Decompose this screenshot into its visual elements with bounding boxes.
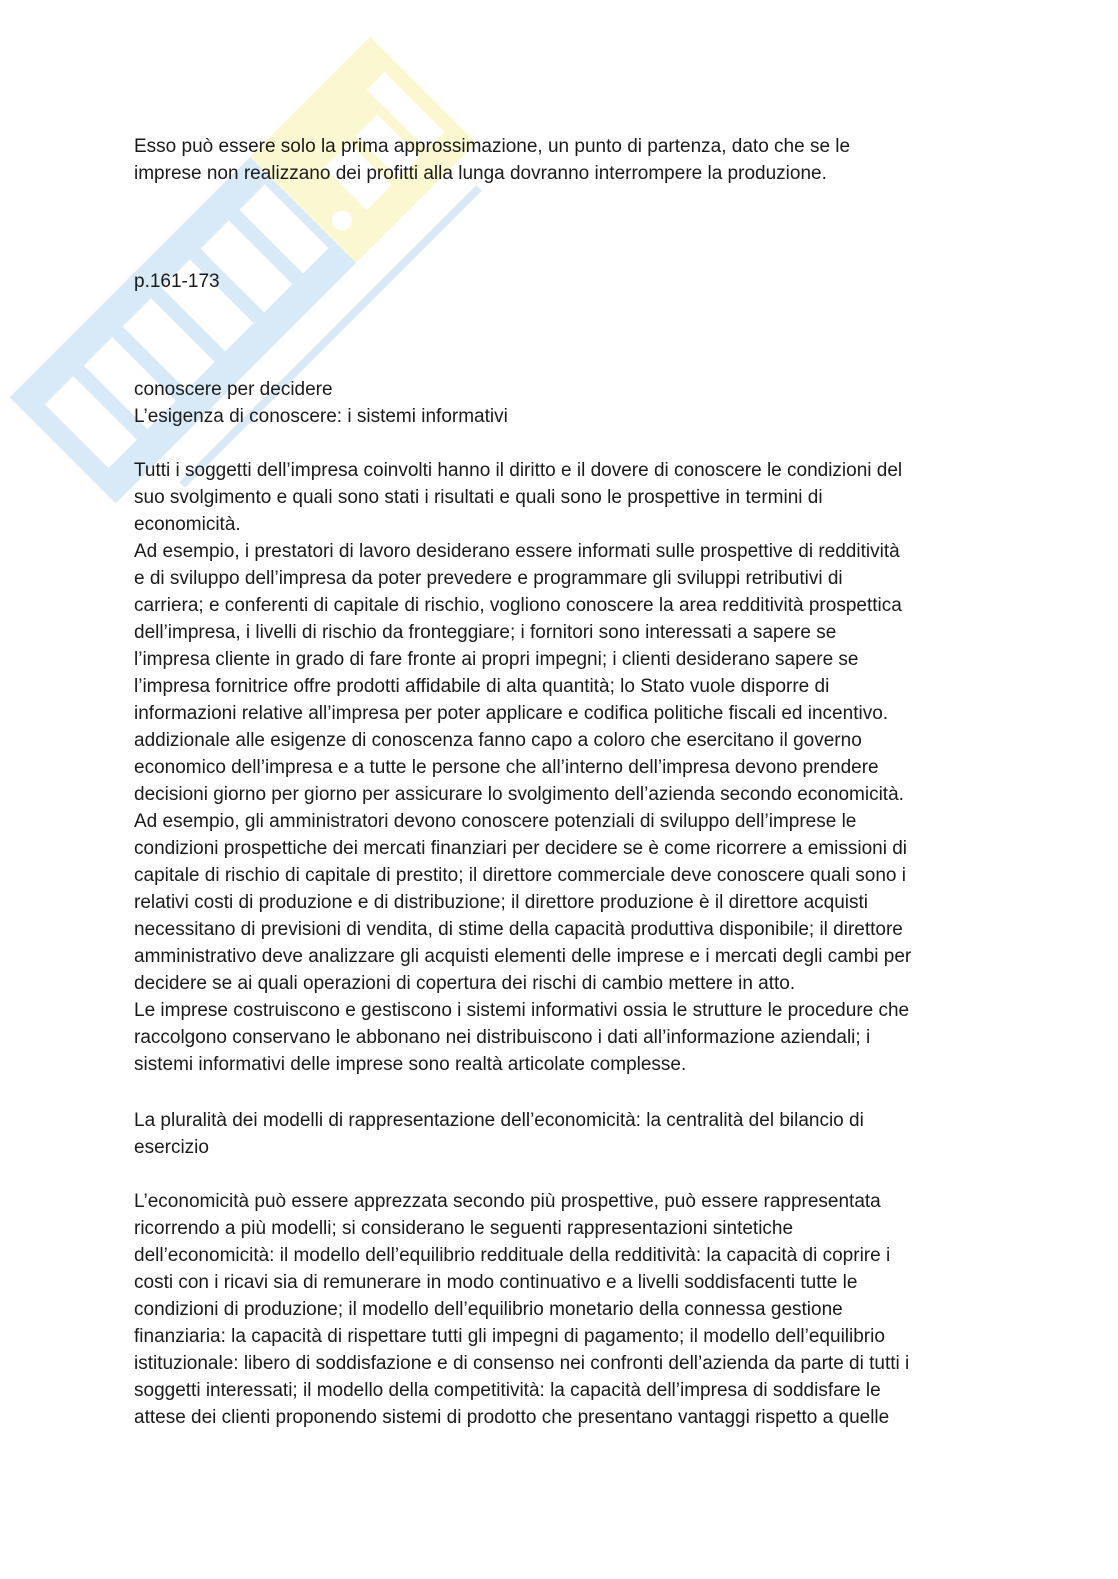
text-line: Ad esempio, i prestatori di lavoro desiderano essere informati sulle prospettive di redditività <box>134 541 900 562</box>
text-line: raccolgono conservano le abbonano nei distribuiscono i dati all’informazione aziendali; i <box>134 1027 871 1048</box>
section-heading <box>134 376 508 430</box>
text-line: informazioni relative all’impresa per poter applicare e codifica politiche fiscali ed incentivo. <box>134 703 889 724</box>
text-line: l’impresa cliente in grado di fare fronte ai propri impegni; i clienti desiderano sapere se <box>134 649 859 670</box>
text-line: condizioni prospettiche dei mercati finanziari per decidere se è come ricorrere a emissioni di <box>134 838 908 859</box>
text-line: Tutti i soggetti dell’impresa coinvolti hanno il diritto e il dovere di conoscere le condizioni del <box>134 460 903 481</box>
text-line: condizioni di produzione; il modello dell’equilibrio monetario della connessa gestione <box>134 1299 843 1320</box>
text-line: economico dell’impresa e a tutte le persone che all’interno dell’impresa devono prendere <box>134 757 879 778</box>
text-line: capitale di rischio di capitale di prestito; il direttore commerciale deve conoscere quali sono i <box>134 865 906 886</box>
body-paragraph <box>134 457 911 1078</box>
text-line: imprese non realizzano dei profitti alla lunga dovranno interrompere la produzione. <box>134 163 827 184</box>
page-reference: p.161-173 <box>134 271 220 292</box>
text-line: finanziaria: la capacità di rispettare tutti gli impegni di pagamento; il modello dell’equilibrio <box>134 1326 885 1347</box>
watermark-tagline-shape <box>179 185 482 488</box>
text-line: soggetti interessati; il modello della competitività: la capacità dell’impresa di soddisfare le <box>134 1380 881 1401</box>
text-line: addizionale alle esigenze di conoscenza fanno capo a coloro che esercitano il governo <box>134 730 862 751</box>
section-title-line: La pluralità dei modelli di rappresentazione dell’economicità: la centralità del bilancio di <box>134 1110 864 1131</box>
text-line: economicità. <box>134 514 241 535</box>
section-title: conoscere per decidere <box>134 379 333 400</box>
text-line: amministrativo deve analizzare gli acquisti elementi delle imprese e i mercati degli cambi per <box>134 946 912 967</box>
watermark-band-blue <box>10 157 356 503</box>
section-heading-2 <box>134 1107 864 1161</box>
text-line: dell’impresa, i livelli di rischio da fronteggiare; i fornitori sono interessati a sapere se <box>134 622 837 643</box>
text-line: Esso può essere solo la prima approssimazione, un punto di partenza, dato che se le <box>134 136 851 157</box>
section-subtitle: L’esigenza di conoscere: i sistemi informativi <box>134 406 508 427</box>
text-line: Le imprese costruiscono e gestiscono i sistemi informativi ossia le strutture le procedure che <box>134 1000 910 1021</box>
text-line: L’economicità può essere apprezzata secondo più prospettive, può essere rappresentata <box>134 1191 881 1212</box>
text-line: carriera; e conferenti di capitale di rischio, vogliono conoscere la area redditività prospettica <box>134 595 902 616</box>
intro-paragraph <box>134 133 850 187</box>
text-line: necessitano di previsioni di vendita, di stime della capacità produttiva disponibile; il direttore <box>134 919 903 940</box>
text-line: Ad esempio, gli amministratori devono conoscere potenziali di sviluppo dell’imprese le <box>134 811 857 832</box>
text-line: costi con i ricavi sia di remunerare in modo continuativo e a livelli soddisfacenti tutte le <box>134 1272 858 1293</box>
text-line: ricorrendo a più modelli; si considerano le seguenti rappresentazioni sintetiche <box>134 1218 794 1239</box>
text-line: suo svolgimento e quali sono stati i risultati e quali sono le prospettive in termini di <box>134 487 823 508</box>
text-line: l’impresa fornitrice offre prodotti affidabile di alta quantità; lo Stato vuole disporre di <box>134 676 830 697</box>
body-paragraph-2 <box>134 1188 909 1431</box>
text-line: decisioni giorno per giorno per assicurare lo svolgimento dell’azienda secondo economicità. <box>134 784 904 805</box>
text-line: dell’economicità: il modello dell’equilibrio reddituale della redditività: la capacità di coprire i <box>134 1245 891 1266</box>
text-line: decidere se ai quali operazioni di copertura dei rischi di cambio mettere in atto. <box>134 973 796 994</box>
text-line: e di sviluppo dell’impresa da poter prevedere e programmare gli sviluppi retributivi di <box>134 568 843 589</box>
text-line: istituzionale: libero di soddisfazione e di consenso nei confronti dell’azienda da parte di tutti i <box>134 1353 910 1374</box>
text-line: relativi costi di produzione e di distribuzione; il direttore produzione è il direttore acquisti <box>134 892 868 913</box>
section-title-line: esercizio <box>134 1137 209 1158</box>
text-line: attese dei clienti proponendo sistemi di prodotto che presentano vantaggi rispetto a quelle <box>134 1407 890 1428</box>
text-line: sistemi informativi delle imprese sono realtà articolate complesse. <box>134 1054 687 1075</box>
